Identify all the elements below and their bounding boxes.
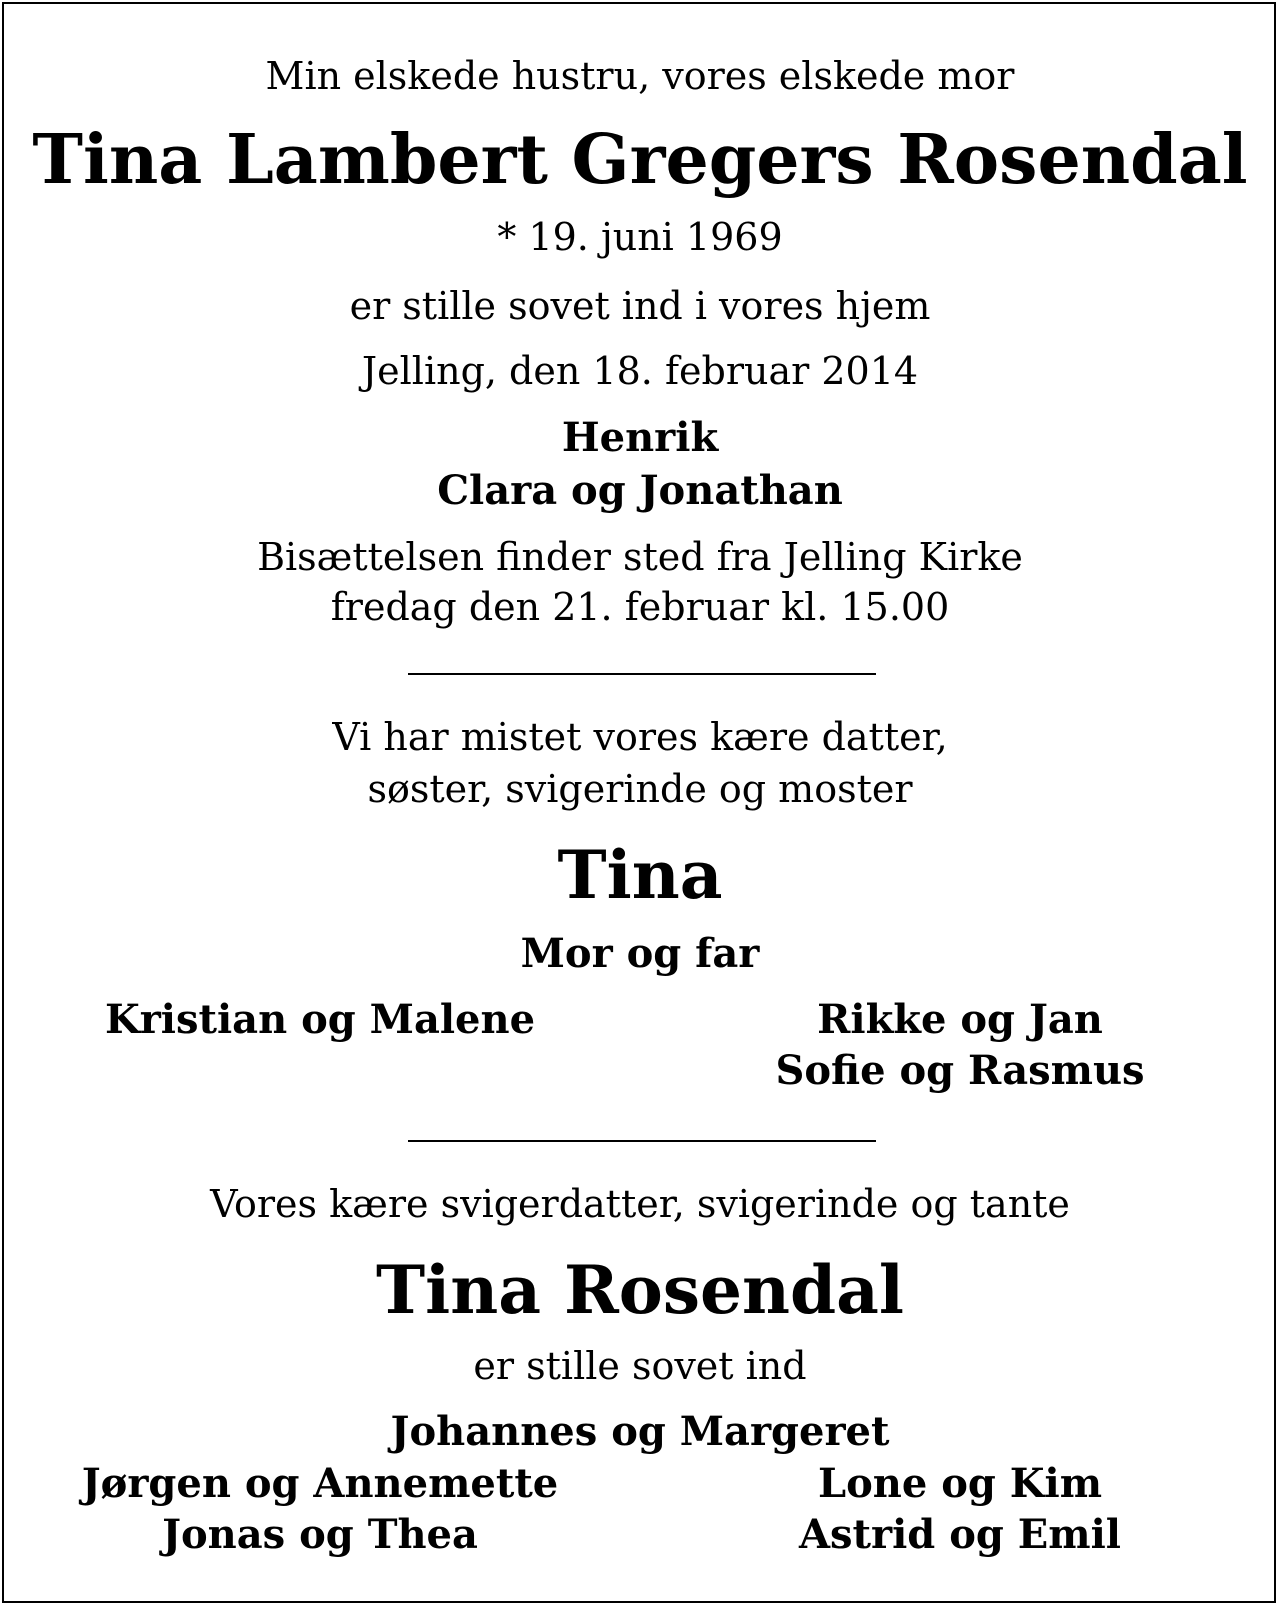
first-born: * 19. juni 1969 bbox=[497, 215, 783, 259]
third-left-signer-2: Jonas og Thea bbox=[162, 1511, 478, 1558]
second-name: Tina bbox=[557, 836, 723, 914]
first-intro: Min elskede hustru, vores elskede mor bbox=[265, 54, 1015, 98]
first-signer-2: Clara og Jonathan bbox=[437, 467, 843, 514]
third-right-signer-1: Lone og Kim bbox=[817, 1460, 1103, 1507]
first-signer-1: Henrik bbox=[561, 414, 719, 461]
second-intro-line-2: søster, svigerinde og moster bbox=[367, 767, 913, 811]
third-passed: er stille sovet ind bbox=[473, 1344, 807, 1388]
second-right-signer-2: Sofie og Rasmus bbox=[775, 1047, 1145, 1094]
divider-2 bbox=[408, 1140, 876, 1142]
second-intro-line-1: Vi har mistet vores kære datter, bbox=[332, 715, 948, 759]
third-intro: Vores kære svigerdatter, svigerinde og tante bbox=[210, 1182, 1070, 1226]
first-passed: er stille sovet ind i vores hjem bbox=[349, 284, 931, 328]
second-left-signer-1: Kristian og Malene bbox=[104, 996, 536, 1043]
third-name: Tina Rosendal bbox=[376, 1251, 904, 1329]
divider-1 bbox=[408, 673, 876, 675]
first-service-line-2: fredag den 21. februar kl. 15.00 bbox=[330, 585, 950, 629]
second-right-signer-1: Rikke og Jan bbox=[817, 996, 1103, 1043]
first-service-line-1: Bisættelsen finder sted fra Jelling Kirke bbox=[257, 535, 1023, 579]
first-place-date: Jelling, den 18. februar 2014 bbox=[361, 349, 919, 393]
third-right-signer-2: Astrid og Emil bbox=[799, 1511, 1121, 1558]
third-signer-main: Johannes og Margeret bbox=[390, 1408, 890, 1455]
second-signer-main: Mor og far bbox=[520, 930, 760, 977]
third-left-signer-1: Jørgen og Annemette bbox=[81, 1460, 559, 1507]
first-name: Tina Lambert Gregers Rosendal bbox=[32, 120, 1248, 200]
